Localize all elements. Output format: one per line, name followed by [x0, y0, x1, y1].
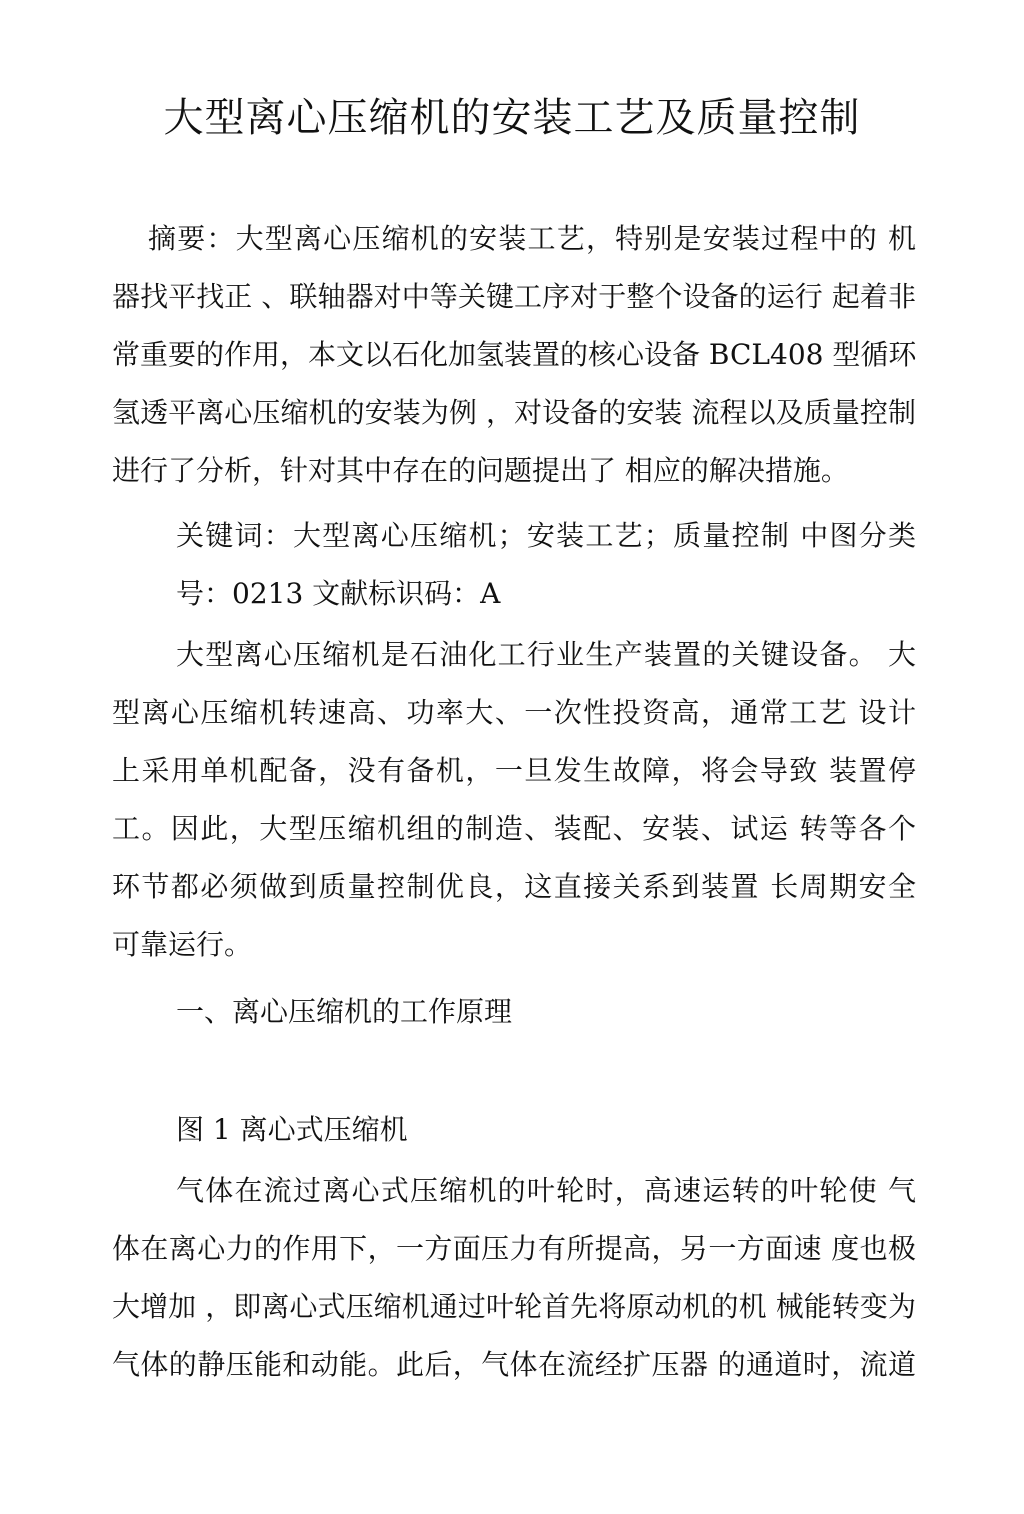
keywords-line: 关键词：大型离心压缩机；安装工艺；质量控制 中图分类 — [176, 519, 916, 552]
body-line: 气体在流过离心式压缩机的叶轮时，高速运转的叶轮使 气 — [176, 1174, 916, 1207]
intro-line: 上采用单机配备，没有备机，一旦发生故障，将会导致 装置停 — [112, 754, 916, 787]
figure-caption: 图 1 离心式压缩机 — [176, 1113, 408, 1146]
intro-line: 可靠运行。 — [112, 928, 253, 961]
intro-line: 大型离心压缩机是石油化工行业生产装置的关键设备。 大 — [176, 638, 916, 671]
section-heading: 一、离心压缩机的工作原理 — [176, 995, 513, 1028]
body-line: 气体的静压能和动能。此后，气体在流经扩压器 的通道时，流道 — [112, 1348, 916, 1381]
intro-line: 工。因此，大型压缩机组的制造、装配、安装、试运 转等各个 — [112, 812, 916, 845]
keywords-line: 号：0213 文献标识码：A — [176, 577, 501, 610]
keywords-paragraph — [112, 507, 916, 623]
document-title: 大型离心压缩机的安装工艺及质量控制 — [163, 95, 861, 141]
intro-paragraph — [112, 626, 916, 974]
abstract-line: 摘要：大型离心压缩机的安装工艺，特别是安装过程中的 机 — [148, 222, 916, 255]
abstract-line: 氢透平离心压缩机的安装为例 ，对设备的安装 流程以及质量控制 — [112, 396, 916, 429]
body-paragraph — [112, 1162, 916, 1394]
abstract-line: 器找平找正 、联轴器对中等关键工序对于整个设备的运行 起着非 — [112, 280, 916, 313]
intro-line: 型离心压缩机转速高、功率大、一次性投资高，通常工艺 设计 — [112, 696, 916, 729]
abstract-line: 常重要的作用，本文以石化加氢装置的核心设备 BCL408 型循环 — [112, 338, 917, 371]
abstract-paragraph — [112, 210, 916, 500]
intro-line: 环节都必须做到质量控制优良，这直接关系到装置 长周期安全 — [112, 870, 916, 903]
body-line: 体在离心力的作用下，一方面压力有所提高，另一方面速 度也极 — [112, 1232, 916, 1265]
abstract-line: 进行了分析，针对其中存在的问题提出了 相应的解决措施。 — [112, 454, 849, 487]
body-line: 大增加 ，即离心式压缩机通过叶轮首先将原动机的机 械能转变为 — [112, 1290, 916, 1323]
